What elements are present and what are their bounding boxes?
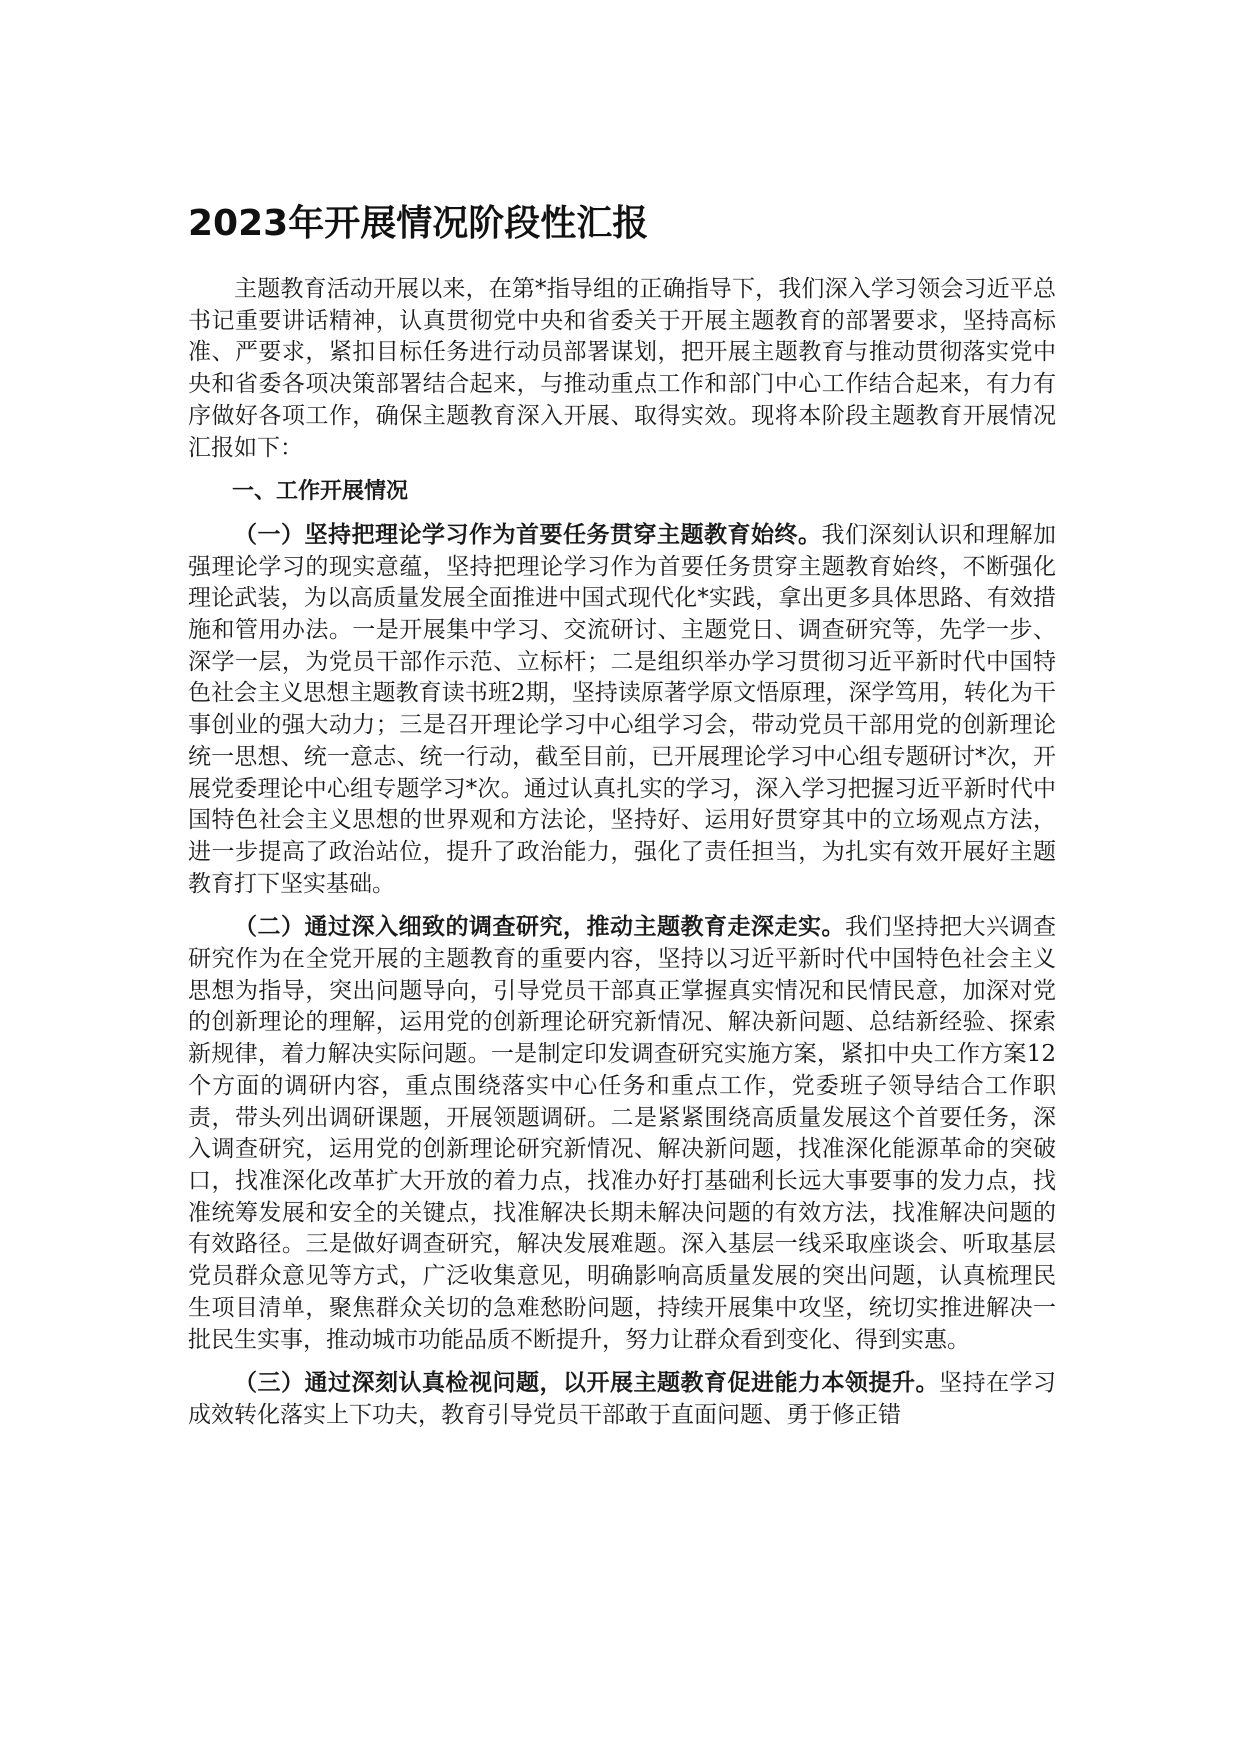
item-2-paragraph [188, 912, 1056, 1356]
document-title: 2023年开展情况阶段性汇报 [188, 203, 649, 244]
intro-paragraph: 主题教育活动开展以来，在第*指导组的正确指导下，我们深入学习领会习近平总书记重要讲话精神，认真贯彻党中央和省委关于开展主题教育的部署要求，坚持高标准、严要求，紧扣目标任务进行动员部署谋划，把开展主题教育与推动贯彻落实党中央和省委各项决策部署结合起来，与推动重点工作和部门中心工作结合起来，有力有序做好各项工作，确保主题教育深入开展、取得实效。现将本阶段主题教育开展情况汇报如下： [188, 276, 1056, 461]
item-1-body: 我们深刻认识和理解加强理论学习的现实意蕴，坚持把理论学习作为首要任务贯穿主题教育始终，不断强化理论武装，为以高质量发展全面推进中国式现代化*实践，拿出更多具体思路、有效措施和管用办法。一是开展集中学习、交流研讨、主题党日、调查研究等，先学一步、深学一层，为党员干部作示范、立标杆；二是组织举办学习贯彻习近平新时代中国特色社会主义思想主题教育读书班2期，坚持读原著学原文悟原理，深学笃用，转化为干事创业的强大动力；三是召开理论学习中心组学习会，带动党员干部用党的创新理论统一思想、统一意志、统一行动，截至目前，已开展理论学习中心组专题研讨*次，开展党委理论中心组专题学习*次。通过认真扎实的学习，深入学习把握习近平新时代中国特色社会主义思想的世界观和方法论，坚持好、运用好贯穿其中的立场观点方法，进一步提高了政治站位，提升了政治能力，强化了责任担当，为扎实有效开展好主题教育打下坚实基础。 [188, 521, 1056, 897]
document-body [188, 200, 1056, 1444]
item-1-paragraph [188, 520, 1056, 900]
section-heading-work-status: 一、工作开展情况 [232, 479, 409, 505]
item-3-body: 坚持在学习成效转化落实上下功夫，教育引导党员干部敢于直面问题、勇于修正错 [188, 1370, 1056, 1428]
item-3-lead: （三）通过深刻认真检视问题，以开展主题教育促进能力本领提升。 [234, 1370, 939, 1397]
item-2-body: 我们坚持把大兴调查研究作为在全党开展的主题教育的重要内容，坚持以习近平新时代中国特色社会主义思想为指导，突出问题导向，引导党员干部真正掌握真实情况和民情民意，加深对党的创新理论的理解，运用党的创新理论研究新情况、解决新问题、总结新经验、探索新规律，着力解决实际问题。一是制定印发调查研究实施方案，紧扣中央工作方案12个方面的调研内容，重点围绕落实中心任务和重点工作，党委班子领导结合工作职责，带头列出调研课题，开展领题调研。二是紧紧围绕高质量发展这个首要任务，深入调查研究，运用党的创新理论研究新情况、解决新问题，找准深化能源革命的突破口，找准深化改革扩大开放的着力点，找准办好打基础利长远大事要事的发力点，找准统筹发展和安全的关键点，找准解决长期未解决问题的有效方法，找准解决问题的有效路径。三是做好调查研究，解决发展难题。深入基层一线采取座谈会、听取基层党员群众意见等方式，广泛收集意见，明确影响高质量发展的突出问题，认真梳理民生项目清单，聚焦群众关切的急难愁盼问题，持续开展集中攻坚，统切实推进解决一批民生实事，推动城市功能品质不断提升，努力让群众看到变化、得到实惠。 [188, 914, 1056, 1353]
item-1-lead: （一）坚持把理论学习作为首要任务贯穿主题教育始终。 [234, 521, 822, 548]
item-2-lead: （二）通过深入细致的调查研究，推动主题教育走深走实。 [234, 914, 845, 941]
item-3-paragraph [188, 1368, 1056, 1431]
